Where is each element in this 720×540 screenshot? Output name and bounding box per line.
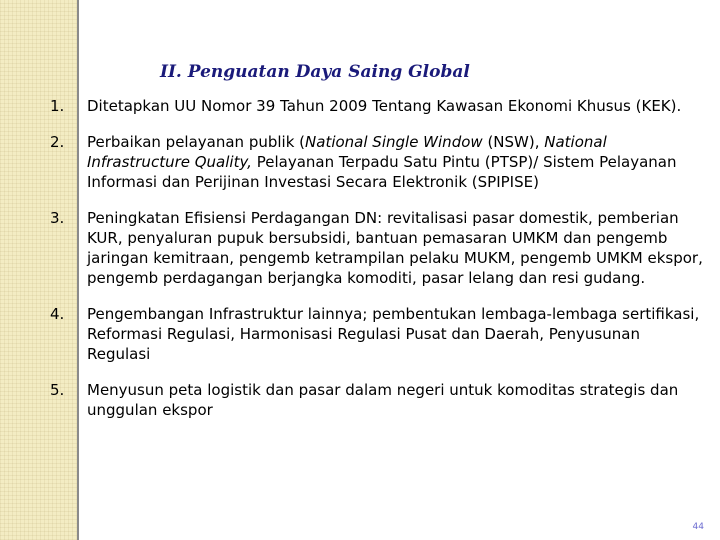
slide-title: II. Penguatan Daya Saing Global (160, 62, 470, 82)
list-item-1 (50, 96, 710, 116)
item-text-italic: National Single Window (305, 133, 483, 151)
item-text: Peningkatan Efisiensi Perdagangan DN: revitalisasi pasar domestik, pemberian KUR, penyaluran pupuk bersubsidi, bantuan pemasaran UMKM dan pengemb jaringan kemitraan, pengemb ketrampilan pelaku MUKM, pengemb UMKM ekspor, pengemb perdagangan berjangka komoditi, pasar lelang dan resi gudang. (87, 209, 703, 287)
item-text (87, 132, 705, 192)
item-number: 1. (50, 97, 65, 115)
item-number: 3. (50, 209, 65, 227)
item-text-part: Pelayanan Terpadu Satu Pintu (PTSP)/ Sistem Pelayanan Informasi dan Perijinan Investasi Secara Elektronik (SPIPISE) (87, 153, 677, 191)
list-item-5 (50, 380, 710, 420)
item-number: 4. (50, 305, 65, 323)
numbered-list (50, 96, 710, 436)
item-text: Ditetapkan UU Nomor 39 Tahun 2009 Tentang Kawasan Ekonomi Khusus (KEK). (87, 97, 682, 115)
item-text: Pengembangan Infrastruktur lainnya; pembentukan lembaga-lembaga sertifikasi, Reformasi Regulasi, Harmonisasi Regulasi Pusat dan Daerah, Penyusunan Regulasi (87, 305, 700, 363)
list-item-2 (50, 132, 710, 192)
item-text: Menyusun peta logistik dan pasar dalam negeri untuk komoditas strategis dan unggulan ekspor (87, 381, 679, 419)
item-number: 2. (50, 133, 65, 151)
item-text-part: (NSW), (482, 133, 545, 151)
item-text-part: Perbaikan pelayanan publik ( (87, 133, 306, 151)
page-number: 44 (692, 522, 704, 532)
item-text-italic: National Infrastructure Quality, (87, 133, 607, 171)
item-number: 5. (50, 381, 65, 399)
list-item-4 (50, 304, 710, 364)
list-item-3 (50, 208, 710, 288)
